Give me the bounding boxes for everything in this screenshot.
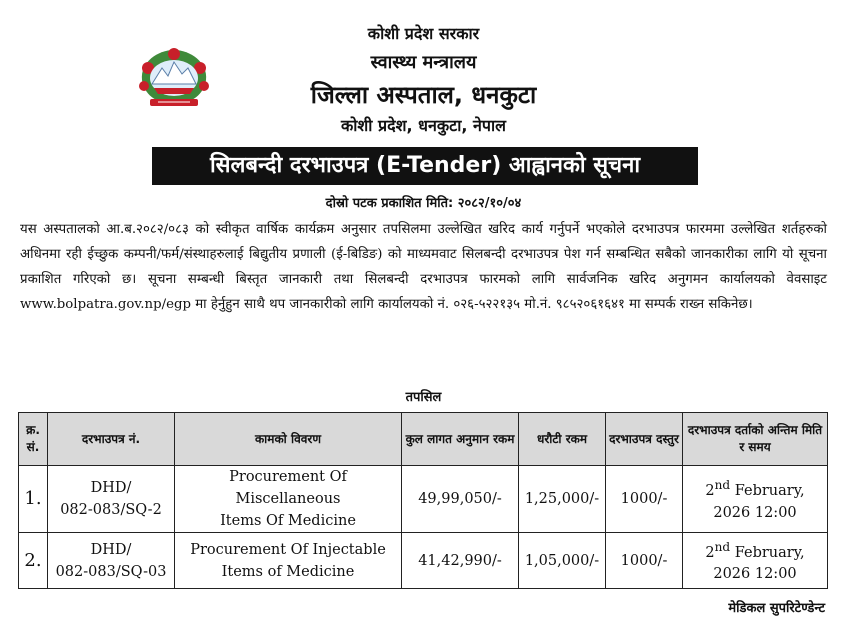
deadline-month: February, [730,482,805,499]
description-line1: Procurement Of Injectable [190,541,386,558]
cell-fee: 1000/- [606,466,683,533]
cell-cost-estimate: 41,42,990/- [402,533,519,589]
table-label: तपसिल [405,390,442,405]
cell-tender-no [48,466,175,533]
cell-deadline [683,533,828,589]
table-header-row [19,413,828,466]
tender-no-part1: DHD/ [90,480,132,496]
cell-tender-no [48,533,175,589]
deadline-time: 2026 12:00 [713,566,797,583]
notice-body: यस अस्पतालको आ.ब.२०८२/०८३ को स्वीकृत वार्षिक कार्यक्रम अनुसार तपसिलमा उल्लेखित खरिद कार्य गर्नुपर्ने भएकोले दरभाउपत्र फारममा उल्लेखित शर्तहरुको अधिनमा रही ईच्छुक कम्पनी/फर्म/संस्थाहरुलाई बिद्युतीय प्रणाली (ई-बिडिङ) को माध्यमवाट सिलबन्दी दरभाउपत्र पेश गर्न सम्बन्धित सबैको जानकारीका लागि यो सूचना प्रकाशित गरिएको छ। सूचना सम्बन्धी बिस्तृत जानकारी तथा सिलबन्दी दरभाउपत्र फारमको लागि सार्वजनिक खरिद अनुगमन कार्यालयको वेवसाइट www.bolpatra.gov.np/egp मा हेर्नुहुन साथै थप जानकारीको लागि कार्यालयको नं. ०२६-५२२१३५ मो.नं. ९८५२०६१६४१ मा सम्पर्क राख्न सकिनेछ। [20,222,827,312]
cell-description [175,533,402,589]
government-name: कोशी प्रदेश सरकार [367,24,480,43]
table-row [19,533,828,589]
description-line2: Items Of Medicine [220,513,356,529]
deadline-day: 2 [705,544,715,561]
cell-deposit: 1,25,000/- [519,466,606,533]
tender-no-part2: 082-083/SQ-03 [55,563,167,580]
deadline-day-suffix: nd [714,539,731,554]
ministry-name: स्वास्थ्य मन्त्रालय [370,52,477,73]
deadline-date [686,474,824,502]
deadline-date [686,536,824,564]
table-row [19,466,828,533]
header-fee: दरभाउपत्र दस्तुर [606,413,683,466]
cell-deposit: 1,05,000/- [519,533,606,589]
cell-sn: 1. [19,466,48,533]
description-line2: Items of Medicine [221,563,355,580]
hospital-name: जिल्ला अस्पताल, धनकुटा [310,81,537,109]
cell-deadline [683,466,828,533]
header-deposit: धरौटी रकम [519,413,606,466]
cell-sn: 2. [19,533,48,589]
signature: मेडिकल सुपरिटेण्डेन्ट [728,601,825,616]
tender-no-part1: DHD/ [90,541,132,558]
description-line1: Procurement Of Miscellaneous [229,469,347,507]
notice-title: सिलबन्दी दरभाउपत्र (E-Tender) आह्वानको सूचना [152,147,698,185]
cell-description [175,466,402,533]
deadline-month: February, [730,544,805,561]
cell-fee: 1000/- [606,533,683,589]
deadline-time: 2026 12:00 [713,504,797,521]
deadline-day: 2 [705,482,715,499]
header-deadline: दरभाउपत्र दर्ताको अन्तिम मिति र समय [683,413,828,466]
header-sn: क्र. सं. [19,413,48,466]
deadline-day-suffix: nd [714,478,731,493]
header-tender-no: दरभाउपत्र नं. [48,413,175,466]
address: कोशी प्रदेश, धनकुटा, नेपाल [341,116,506,135]
cell-cost-estimate: 49,99,050/- [402,466,519,533]
tender-no-part2: 082-083/SQ-2 [60,502,162,518]
publication-date: दोस्रो पटक प्रकाशित मिति: २०८२/१०/०४ [325,196,522,211]
tender-table [18,412,828,589]
header-description: कामको विवरण [175,413,402,466]
header-cost-estimate: कुल लागत अनुमान रकम [402,413,519,466]
